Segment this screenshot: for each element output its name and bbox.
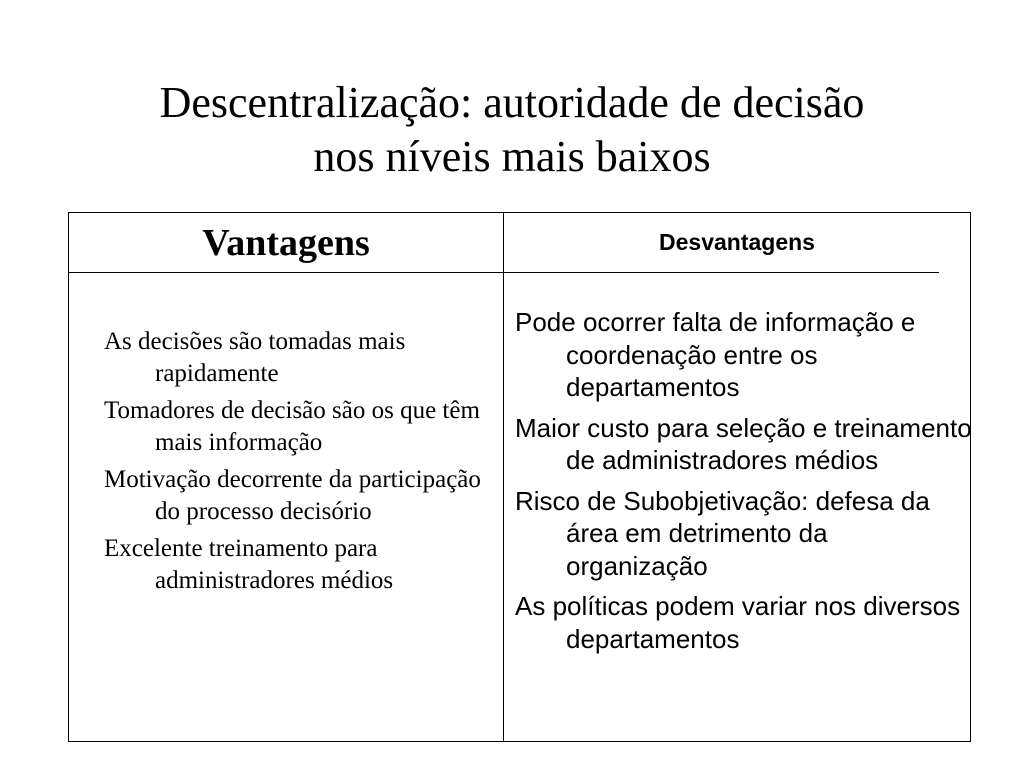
advantages-list [104, 326, 499, 602]
disadvantage-item: Pode ocorrer falta de informação e coordenação entre os departamentos [515, 307, 916, 402]
column-divider [503, 213, 504, 741]
disadvantage-item: Risco de Subobjetivação: defesa da área em detrimento da organização [515, 485, 930, 581]
advantage-item: As decisões são tomadas mais rapidamente [104, 328, 406, 387]
slide-title-line-2: nos níveis mais baixos [313, 132, 711, 181]
header-divider [69, 272, 939, 273]
advantage-item: Tomadores de decisão são os que têm mais informação [104, 397, 480, 456]
disadvantage-item: As políticas podem variar nos diversos departamentos [515, 591, 961, 654]
slide-title [0, 76, 1024, 184]
comparison-table [68, 212, 971, 742]
slide-title-line-1: Descentralização: autoridade de decisão [159, 78, 865, 127]
disadvantages-list [515, 306, 975, 663]
disadvantages-header: Desvantagens [659, 229, 815, 255]
advantage-item: Motivação decorrente da participação do processo decisório [104, 466, 481, 525]
advantages-header: Vantagens [202, 221, 370, 264]
disadvantage-item: Maior custo para seleção e treinamento de administradores médios [515, 412, 972, 475]
advantage-item: Excelente treinamento para administradores médios [104, 535, 394, 594]
